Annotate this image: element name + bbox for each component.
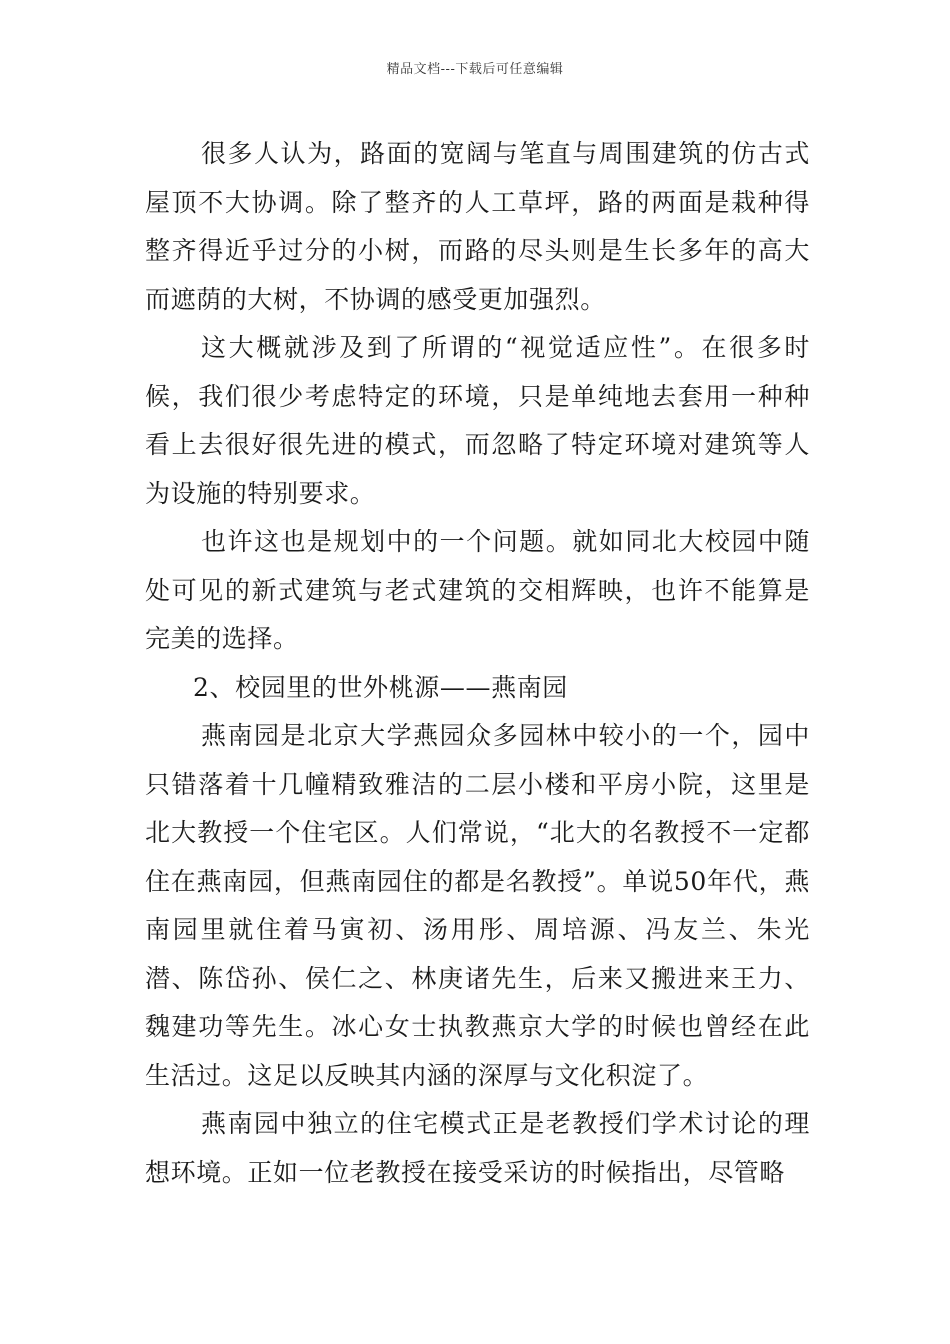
page-header: 精品文档---下载后可任意编辑 (386, 62, 564, 77)
section-heading-yannanyuan: 2、校园里的世外桃源——燕南园 (193, 672, 568, 702)
paragraph-visual-adaptability: 这大概就涉及到了所谓的“视觉适应性”。在很多时候，我们很少考虑特定的环境，只是单纯地去套用一种种看上去很好很先进的模式，而忽略了特定环境对建筑等人为设施的特别要求。 (145, 333, 810, 508)
document-body (145, 130, 810, 1197)
paragraph-visual-harmony: 很多人认为，路面的宽阔与笔直与周围建筑的仿古式屋顶不大协调。除了整齐的人工草坪，路的两面是栽种得整齐得近乎过分的小树，而路的尽头则是生长多年的高大而遮荫的大树，不协调的感受更加强烈。 (145, 139, 810, 314)
paragraph-planning-problem: 也许这也是规划中的一个问题。就如同北大校园中随处可见的新式建筑与老式建筑的交相辉映，也许不能算是完美的选择。 (145, 527, 810, 653)
paragraph-yannanyuan-environment: 燕南园中独立的住宅模式正是老教授们学术讨论的理想环境。正如一位老教授在接受采访的时候指出，尽管略 (145, 1109, 810, 1187)
paragraph-yannanyuan-intro: 燕南园是北京大学燕园众多园林中较小的一个，园中只错落着十几幢精致雅洁的二层小楼和平房小院，这里是北大教授一个住宅区。人们常说，“北大的名教授不一定都住在燕南园，但燕南园住的都是名教授”。单说50年代，燕南园里就住着马寅初、汤用彤、周培源、冯友兰、朱光潜、陈岱孙、侯仁之、林庚诸先生，后来又搬进来王力、魏建功等先生。冰心女士执教燕京大学的时候也曾经在此生活过。这足以反映其内涵的深厚与文化积淀了。 (145, 721, 810, 1090)
